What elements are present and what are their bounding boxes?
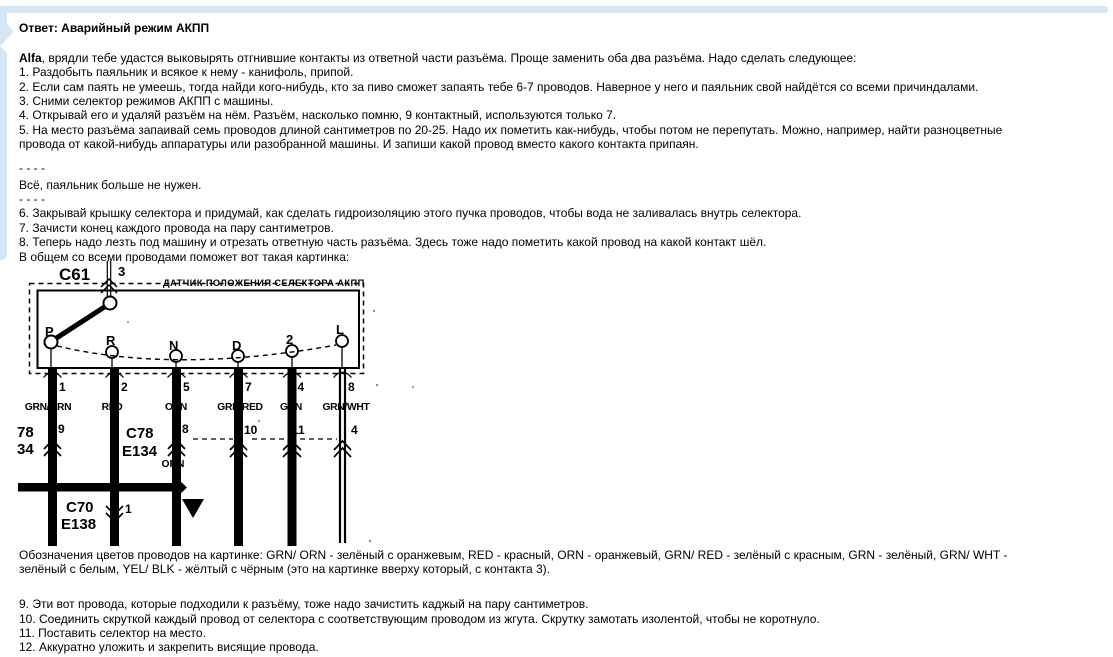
selector-pin-8: 8 [348,380,355,394]
connector-chevron-icon [334,448,351,457]
position-label-n: N [169,338,179,353]
harness-pin-9: 9 [58,422,65,436]
wire-color-grn-orn: GRN/ORN [24,402,72,413]
step-line: 11. Поставить селектор на место. [19,626,206,640]
harness-pin-1: 1 [125,502,132,516]
step-line: 7. Зачисти конец каждого провода на пару сантиметров. [19,221,334,235]
separator-dashes: - - - - [19,161,45,175]
wire-color-grn-wht: GRN/WHT [322,402,370,413]
step-line: 2. Если сам паять не умеешь, тогда найди кого-нибудь, кто за пиво сможет запаять тебе 6-7 проводов. Наверное у него и паяльник свой найдётся со всеми причиндалами. [19,80,979,94]
intro-line [19,51,856,65]
ground-label: 0 [189,500,197,512]
connector-left-label-line1: 78 [17,424,34,441]
scan-speck [258,420,260,422]
step-line: 6. Закрывай крышку селектора и придумай, как сделать гидроизоляцию этого пучка проводов, чтобы вода не заливалась внутрь селектора. [19,206,802,220]
position-label-d: D [232,338,242,353]
selector-pin-2: 2 [121,380,128,394]
selector-pin-5: 5 [183,380,190,394]
step-line: 10. Соединить скруткой каждый провод от селектора с соответствующим проводом из жгута. Скрутку замотать изолентой, чтобы не коротнуло. [19,612,820,626]
bubble-tail [7,24,14,39]
scan-speck [369,540,371,542]
step-line: 4. Открывай его и удаляй разъём на нём. Разъём, насколько помню, 9 контактный, используются только 7. [19,108,617,122]
scan-speck [373,310,375,312]
harness-pin-10: 10 [244,423,258,437]
connector-c70-label-line1: C70 [66,499,94,516]
wire-color-orn-below: ORN [161,459,185,470]
step-line: 5. На место разъёма запаивай семь проводов длиной сантиметров по 20-25. Надо их пометить как-нибудь, чтобы потом не перепутать. Можно, например, найти разноцветные [19,123,1003,137]
selector-pin-7: 7 [245,380,252,394]
wire-color-grn: GRN [280,402,302,413]
step-line: 12. Аккуратно уложить и закрепить висящие провода. [19,640,319,654]
post-title: Ответ: Аварийный режим АКПП [19,21,210,35]
switch-pivot-contact [104,297,117,310]
scan-speck [376,384,378,386]
connector-c70-label-line2: E138 [61,516,97,533]
connector-left-label-line2: 34 [17,441,34,458]
diagram-title: ДАТЧИК ПОЛОЖЕНИЯ СЕЛЕКТОРА АКПП [163,278,365,288]
position-label-l: L [336,322,344,337]
selector-pin-4: 4 [297,380,305,394]
note-line: Всё, паяльник больше не нужен. [19,178,202,192]
step-line: 8. Теперь надо лезть под машину и отрезать ответную часть разъёма. Здесь тоже надо пометить какой провод на какой контакт шёл. [19,235,767,249]
thread-top-divider [0,6,1108,13]
connector-c78-label-line1: C78 [126,425,154,442]
connector-c61-label: C61 [59,265,91,284]
intro-text: , врядли тебе удастся выковырять отгнившие контакты из ответной части разъёма. Проще заменить оба два разъёма. Надо сделать следующее: [41,51,857,65]
step-line: провода от какой-нибудь аппаратуры или разобранной машины. И запиши какой провод вместо какого контакта припаян. [19,137,699,151]
wire-color-orn: ORN [165,402,187,413]
junction-dot [168,479,187,497]
separator-dashes: - - - - [19,192,45,206]
selector-switch-box [38,291,360,369]
scan-speck [412,386,414,388]
step-line: В общем со всеми проводами поможет вот такая картинка: [19,250,350,264]
selector-pin-1: 1 [59,380,66,394]
legend-line: зелёный с белым, YEL/ BLK - жёлтый с чёрным (это на картинке вверху который, с контакта 3). [19,562,550,576]
position-label-p: P [45,324,54,339]
position-label-2: 2 [286,332,294,347]
scan-speck [127,321,129,323]
step-line: 3. Сними селектор режимов АКПП с машины. [19,94,274,108]
author-mention: Alfa [19,51,42,65]
ground-branch-wire [18,483,178,492]
pin-3-label: 3 [118,264,126,279]
step-line: 9. Эти вот провода, которые подходили к разъёму, тоже надо зачистить каджый на пару сантиметров. [19,597,589,611]
wiring-diagram [0,258,420,550]
wire-color-red: RED [101,402,123,413]
step-line: 1. Раздобыть паяльник и всякое к нему - канифоль, припой. [19,65,354,79]
harness-pin-4: 4 [351,423,358,437]
connector-c78-label-line2: E134 [122,443,158,460]
wire-color-grn-red: GRN/RED [217,402,263,413]
harness-pin-8: 8 [182,422,189,436]
position-label-r: R [106,333,116,348]
legend-line: Обозначения цветов проводов на картинке: GRN/ ORN - зелёный с оранжевым, RED - красный, ORN - оранжевый, GRN/ RED - зелёный с красным, GRN - зелёный, GRN/ WHT - [19,548,1008,562]
harness-pin-11: 11 [292,423,305,437]
post-left-border [0,13,20,263]
